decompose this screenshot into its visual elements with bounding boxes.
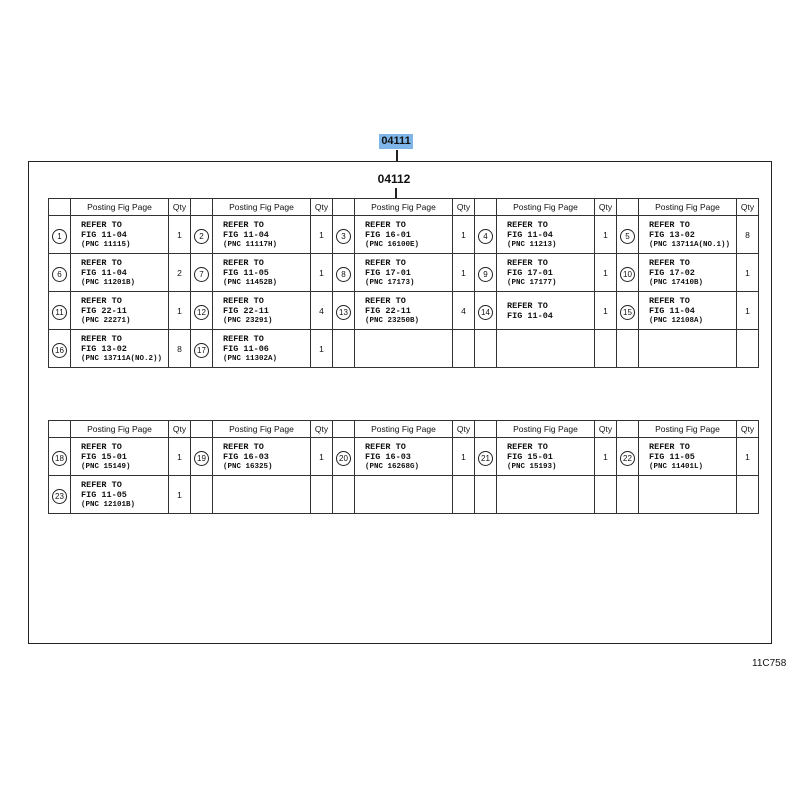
qty-cell: 1 [169,476,191,514]
callout-cell [475,292,497,330]
refer-to-text: REFER TO [223,441,264,452]
figure-ref-link[interactable]: FIG 22-11 [365,305,411,316]
callout-cell [475,476,497,514]
pnc-code: (PNC 23291) [223,316,273,325]
leader-line [396,150,398,161]
callout-cell [617,292,639,330]
refer-to-text: REFER TO [507,300,548,311]
callout-number-13[interactable]: 13 [336,305,351,320]
refer-to-text: REFER TO [81,441,122,452]
reference-cell [639,292,737,330]
callout-cell [191,476,213,514]
pnc-code: (PNC 17173) [365,278,415,287]
table-row [49,330,759,368]
reference-cell [213,438,311,476]
header-posting-fig-page: Posting Fig Page [213,421,311,438]
part-label-04112: 04112 [377,172,411,186]
callout-cell [191,438,213,476]
qty-cell: 4 [453,292,475,330]
pnc-code: (PNC 16268G) [365,462,420,471]
header-posting-fig-page: Posting Fig Page [639,421,737,438]
callout-number-22[interactable]: 22 [620,451,635,466]
figure-ref-link[interactable]: FIG 13-02 [81,343,127,354]
refer-to-text: REFER TO [365,441,406,452]
reference-cell [639,254,737,292]
pnc-code: (PNC 11115) [81,240,131,249]
figure-ref-link[interactable]: FIG 17-02 [649,267,695,278]
table-row [49,476,759,514]
callout-cell [191,292,213,330]
header-spacer [49,199,71,216]
pnc-code: (PNC 11401L) [649,462,704,471]
callout-cell [333,292,355,330]
pnc-code: (PNC 16325) [223,462,273,471]
reference-cell [213,292,311,330]
qty-cell: 8 [737,216,759,254]
callout-cell [49,292,71,330]
qty-cell [453,476,475,514]
callout-cell [191,330,213,368]
callout-cell [617,216,639,254]
pnc-code: (PNC 22271) [81,316,131,325]
table-row [49,438,759,476]
reference-cell [497,476,595,514]
qty-cell [453,330,475,368]
refer-to-text: REFER TO [507,441,548,452]
reference-cell [497,216,595,254]
qty-cell: 1 [737,438,759,476]
callout-cell [49,330,71,368]
table-row [49,216,759,254]
callout-number-6[interactable]: 6 [52,267,67,282]
header-posting-fig-page: Posting Fig Page [355,199,453,216]
qty-cell: 8 [169,330,191,368]
pnc-code: (PNC 13711A(NO.2)) [81,354,163,363]
callout-number-14[interactable]: 14 [478,305,493,320]
figure-ref-link[interactable]: FIG 15-01 [507,451,553,462]
qty-cell [737,330,759,368]
refer-to-text: REFER TO [507,219,548,230]
pnc-code: (PNC 11302A) [223,354,278,363]
reference-cell [639,438,737,476]
qty-cell [595,476,617,514]
refer-to-text: REFER TO [223,333,264,344]
qty-cell: 1 [595,292,617,330]
qty-cell: 1 [453,254,475,292]
reference-cell [639,476,737,514]
figure-ref-link[interactable]: FIG 11-04 [507,310,553,321]
qty-cell: 1 [169,438,191,476]
callout-cell [617,438,639,476]
reference-cell [213,216,311,254]
header-qty: Qty [737,199,759,216]
callout-number-4[interactable]: 4 [478,229,493,244]
pnc-code: (PNC 23250B) [365,316,420,325]
qty-cell [595,330,617,368]
figure-ref-link[interactable]: FIG 11-06 [223,343,269,354]
refer-to-text: REFER TO [81,479,122,490]
qty-cell: 1 [311,438,333,476]
callout-cell [49,216,71,254]
header-posting-fig-page: Posting Fig Page [71,199,169,216]
header-spacer [49,421,71,438]
callout-number-8[interactable]: 8 [336,267,351,282]
qty-cell: 1 [595,254,617,292]
reference-cell [355,216,453,254]
callout-cell [617,254,639,292]
header-posting-fig-page: Posting Fig Page [639,199,737,216]
refer-to-text: REFER TO [649,295,690,306]
header-qty: Qty [169,421,191,438]
figure-ref-link[interactable]: FIG 22-11 [81,305,127,316]
header-spacer [617,199,639,216]
callout-number-7[interactable]: 7 [194,267,209,282]
reference-cell [497,330,595,368]
qty-cell: 2 [169,254,191,292]
qty-cell: 1 [169,216,191,254]
reference-cell [71,292,169,330]
header-spacer [475,421,497,438]
refer-to-text: REFER TO [81,219,122,230]
callout-cell [191,254,213,292]
callout-number-5[interactable]: 5 [620,229,635,244]
figure-ref-link[interactable]: FIG 11-04 [507,229,553,240]
part-label-04111[interactable]: 04111 [379,134,413,149]
callout-number-9[interactable]: 9 [478,267,493,282]
callout-cell [475,438,497,476]
reference-cell [71,254,169,292]
reference-table-2 [48,420,759,514]
pnc-code: (PNC 17177) [507,278,557,287]
reference-cell [355,476,453,514]
pnc-code: (PNC 11213) [507,240,557,249]
header-spacer [333,199,355,216]
qty-cell: 1 [311,254,333,292]
figure-ref-link[interactable]: FIG 17-01 [365,267,411,278]
reference-cell [71,330,169,368]
header-qty: Qty [453,199,475,216]
qty-cell: 1 [453,216,475,254]
pnc-code: (PNC 11117H) [223,240,278,249]
pnc-code: (PNC 12101B) [81,500,136,509]
qty-cell: 1 [169,292,191,330]
refer-to-text: REFER TO [365,295,406,306]
callout-number-11[interactable]: 11 [52,305,67,320]
header-posting-fig-page: Posting Fig Page [71,421,169,438]
header-posting-fig-page: Posting Fig Page [497,199,595,216]
pnc-code: (PNC 13711A(NO.1)) [649,240,731,249]
header-qty: Qty [453,421,475,438]
qty-cell: 1 [311,216,333,254]
qty-cell: 1 [453,438,475,476]
qty-cell [737,476,759,514]
figure-ref-link[interactable]: FIG 11-04 [649,305,695,316]
refer-to-text: REFER TO [365,257,406,268]
table-header-row [49,421,759,438]
callout-cell [617,330,639,368]
callout-number-10[interactable]: 10 [620,267,635,282]
figure-ref-link[interactable]: FIG 11-04 [223,229,269,240]
reference-cell [71,438,169,476]
figure-ref-link[interactable]: FIG 11-04 [81,229,127,240]
callout-cell [475,216,497,254]
callout-cell [333,438,355,476]
refer-to-text: REFER TO [223,219,264,230]
header-qty: Qty [595,421,617,438]
qty-cell: 1 [311,330,333,368]
header-qty: Qty [737,421,759,438]
leader-line [395,188,397,198]
refer-to-text: REFER TO [649,257,690,268]
reference-cell [497,438,595,476]
header-spacer [191,199,213,216]
reference-cell [213,330,311,368]
callout-number-23[interactable]: 23 [52,489,67,504]
header-posting-fig-page: Posting Fig Page [213,199,311,216]
pnc-code: (PNC 17410B) [649,278,704,287]
figure-ref-link[interactable]: FIG 16-01 [365,229,411,240]
reference-cell [497,292,595,330]
callout-number-15[interactable]: 15 [620,305,635,320]
callout-number-20[interactable]: 20 [336,451,351,466]
callout-cell [475,254,497,292]
illustration-code: 11C758 [752,658,787,669]
callout-number-2[interactable]: 2 [194,229,209,244]
refer-to-text: REFER TO [507,257,548,268]
callout-number-12[interactable]: 12 [194,305,209,320]
callout-cell [333,476,355,514]
header-spacer [475,199,497,216]
refer-to-text: REFER TO [81,257,122,268]
figure-ref-link[interactable]: FIG 16-03 [223,451,269,462]
reference-cell [639,330,737,368]
refer-to-text: REFER TO [81,295,122,306]
reference-cell [213,254,311,292]
callout-cell [49,254,71,292]
callout-number-16[interactable]: 16 [52,343,67,358]
callout-cell [49,438,71,476]
reference-table-1 [48,198,759,368]
refer-to-text: REFER TO [223,295,264,306]
callout-number-18[interactable]: 18 [52,451,67,466]
figure-ref-link[interactable]: FIG 22-11 [223,305,269,316]
table-header-row [49,199,759,216]
qty-cell: 1 [737,292,759,330]
reference-cell [497,254,595,292]
table-row [49,254,759,292]
reference-cell [355,438,453,476]
reference-cell [71,476,169,514]
header-posting-fig-page: Posting Fig Page [355,421,453,438]
pnc-code: (PNC 15193) [507,462,557,471]
callout-number-19[interactable]: 19 [194,451,209,466]
header-qty: Qty [311,199,333,216]
qty-cell: 1 [595,216,617,254]
callout-cell [333,330,355,368]
callout-cell [49,476,71,514]
reference-cell [355,254,453,292]
figure-ref-link[interactable]: FIG 17-01 [507,267,553,278]
figure-ref-link[interactable]: FIG 11-05 [223,267,269,278]
header-spacer [617,421,639,438]
callout-cell [617,476,639,514]
callout-number-21[interactable]: 21 [478,451,493,466]
refer-to-text: REFER TO [365,219,406,230]
reference-cell [213,476,311,514]
qty-cell: 1 [595,438,617,476]
reference-cell [355,330,453,368]
figure-ref-link[interactable]: FIG 11-05 [649,451,695,462]
qty-cell: 4 [311,292,333,330]
pnc-code: (PNC 11201B) [81,278,136,287]
figure-ref-link[interactable]: FIG 11-05 [81,489,127,500]
qty-cell [311,476,333,514]
refer-to-text: REFER TO [649,219,690,230]
reference-cell [71,216,169,254]
pnc-code: (PNC 11452B) [223,278,278,287]
header-posting-fig-page: Posting Fig Page [497,421,595,438]
reference-cell [355,292,453,330]
callout-cell [333,216,355,254]
header-qty: Qty [595,199,617,216]
reference-cell [639,216,737,254]
callout-cell [191,216,213,254]
callout-number-1[interactable]: 1 [52,229,67,244]
callout-cell [475,330,497,368]
callout-cell [333,254,355,292]
header-spacer [333,421,355,438]
callout-number-17[interactable]: 17 [194,343,209,358]
table-row [49,292,759,330]
figure-ref-link[interactable]: FIG 15-01 [81,451,127,462]
refer-to-text: REFER TO [81,333,122,344]
figure-ref-link[interactable]: FIG 16-03 [365,451,411,462]
pnc-code: (PNC 15149) [81,462,131,471]
refer-to-text: REFER TO [223,257,264,268]
header-qty: Qty [311,421,333,438]
pnc-code: (PNC 16100E) [365,240,420,249]
header-spacer [191,421,213,438]
qty-cell: 1 [737,254,759,292]
figure-ref-link[interactable]: FIG 13-02 [649,229,695,240]
header-qty: Qty [169,199,191,216]
callout-number-3[interactable]: 3 [336,229,351,244]
refer-to-text: REFER TO [649,441,690,452]
pnc-code: (PNC 12108A) [649,316,704,325]
figure-ref-link[interactable]: FIG 11-04 [81,267,127,278]
